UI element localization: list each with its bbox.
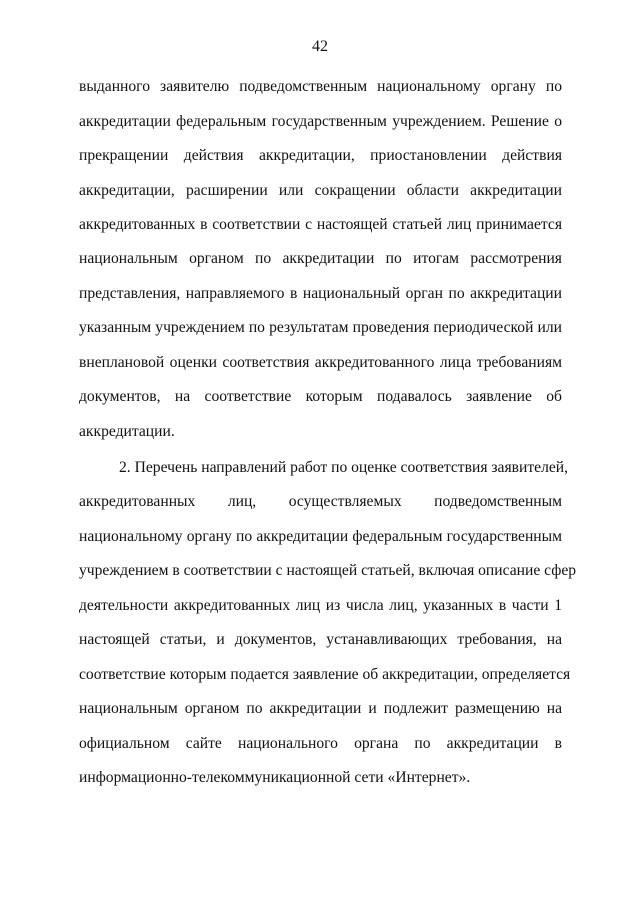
- text-line: деятельности аккредитованных лиц из числа лиц, указанных в части 1: [79, 597, 562, 614]
- text-line: выданного заявителю подведомственным национальному органу по: [79, 78, 562, 95]
- text-line: указанным учреждением по результатам проведения периодической или: [79, 319, 562, 336]
- text-line: настоящей статьи, и документов, устанавливающих требования, на: [79, 631, 562, 648]
- text-line: 2. Перечень направлений работ по оценке соответствия заявителей,: [119, 459, 569, 476]
- text-line: национальному органу по аккредитации федеральным государственным: [79, 528, 562, 545]
- text-line: соответствие которым подается заявление об аккредитации, определяется: [79, 666, 571, 683]
- text-line: информационно-телекоммуникационной сети «Интернет».: [79, 769, 471, 786]
- text-line: представления, направляемого в национальный орган по аккредитации: [79, 285, 562, 302]
- text-line: внеплановой оценки соответствия аккредитованного лица требованиям: [79, 354, 562, 371]
- text-line: официальном сайте национального органа по аккредитации в: [79, 735, 562, 752]
- text-line: учреждением в соответствии с настоящей статьей, включая описание сфер: [79, 562, 577, 579]
- text-line: аккредитации, расширении или сокращении области аккредитации: [79, 182, 562, 199]
- text-line: аккредитованных в соответствии с настоящей статьей лиц принимается: [79, 216, 562, 233]
- text-line: аккредитации.: [79, 423, 175, 440]
- text-line: документов, на соответствие которым подавалось заявление об: [79, 388, 562, 405]
- text-line: прекращении действия аккредитации, приостановлении действия: [79, 147, 562, 164]
- page-number: 42: [312, 38, 328, 55]
- text-line: национальным органом по аккредитации по итогам рассмотрения: [79, 250, 562, 267]
- text-line: аккредитации федеральным государственным учреждением. Решение о: [79, 113, 562, 130]
- text-line: аккредитованных лиц, осуществляемых подведомственным: [79, 493, 562, 510]
- text-line: национальным органом по аккредитации и подлежит размещению на: [79, 700, 562, 717]
